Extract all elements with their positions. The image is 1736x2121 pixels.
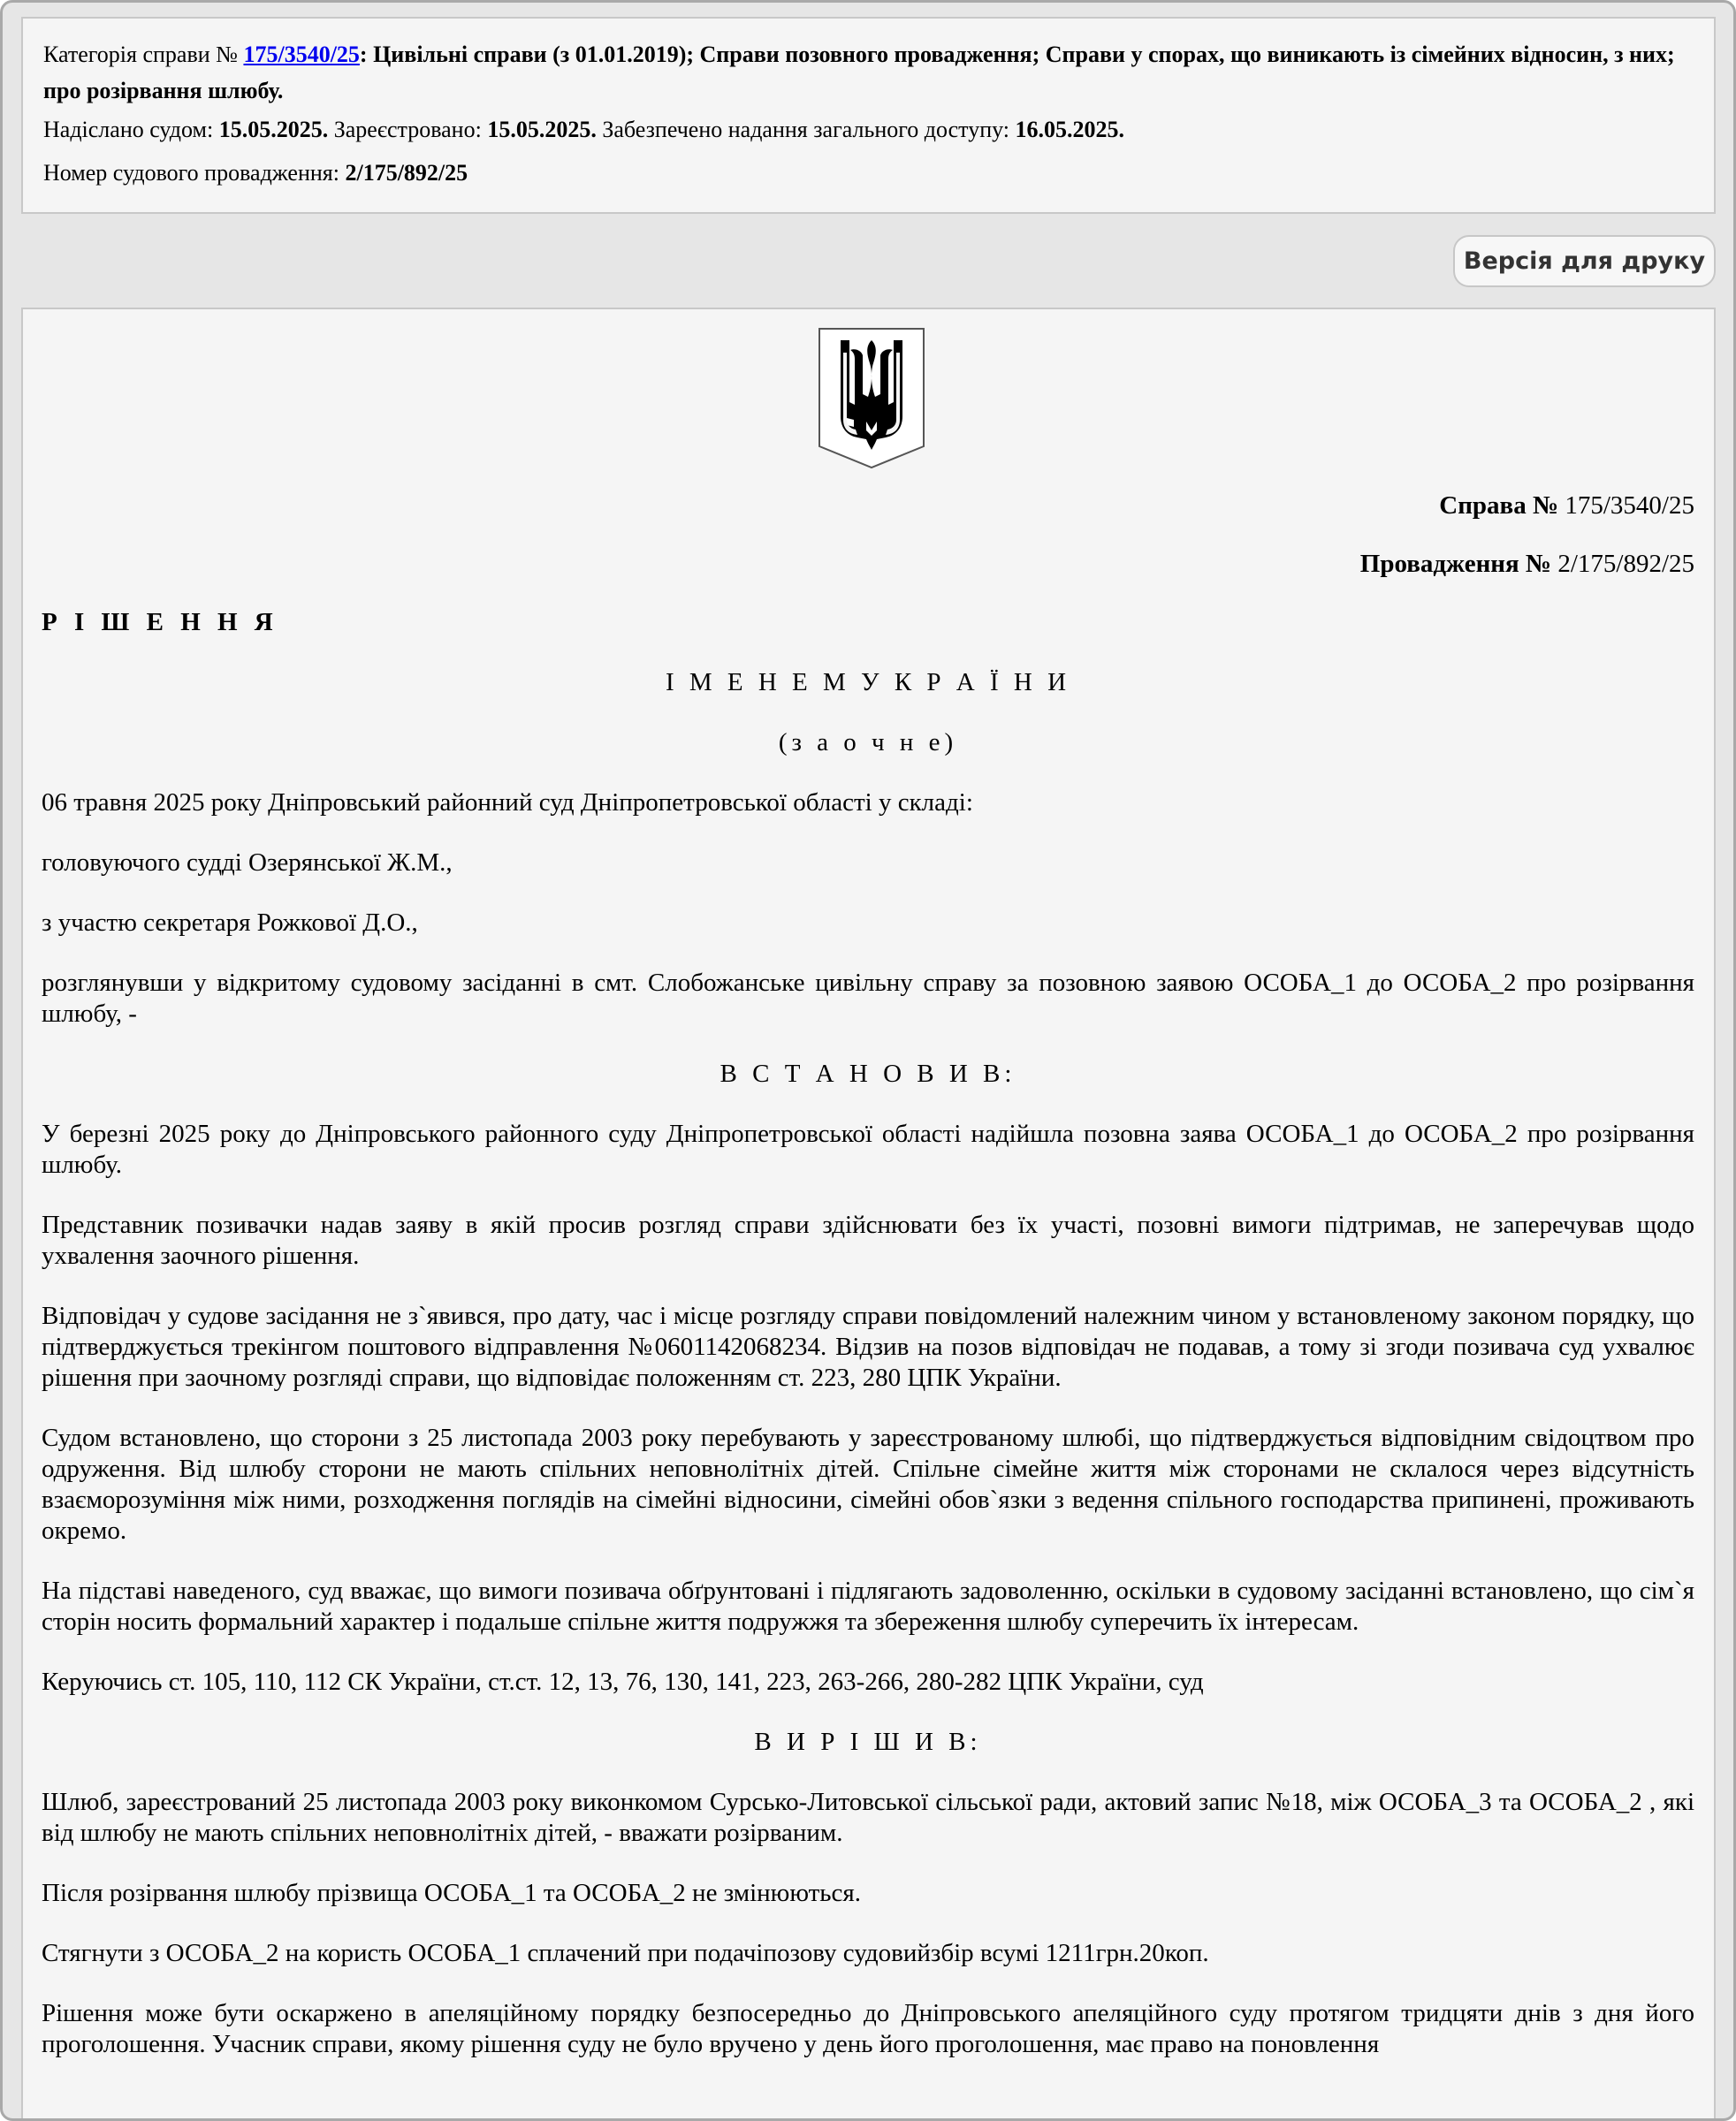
category-text: : Цивільні справи (з 01.01.2019); Справи позовного провадження; Справи у спорах, що виникають із сімейних відносин, з них; про розірвання шлюбу. [43, 42, 1675, 103]
established-heading: В С Т А Н О В И В: [720, 1060, 1016, 1088]
decided-paragraph: Шлюб, зареєстрований 25 листопада 2003 року виконкомом Сурсько-Литовської сільської ради, актовий запис №18, між ОСОБА_3 та ОСОБА_2 , які від шлюбу не мають спільних неповнолітніх дітей, - вважати розірваним. [42, 1788, 1694, 1847]
case-label: Справа № [1439, 491, 1559, 520]
decision-title: Р І Ш Е Н Н Я [42, 608, 278, 636]
decided-heading: В И Р І Ш И В: [754, 1728, 982, 1756]
secretary-paragraph: з участю секретаря Рожкової Д.О., [42, 908, 418, 937]
in-name-of-ukraine: І М Е Н Е М У К Р А Ї Н И [665, 668, 1071, 696]
category-label: Категорія справи № [43, 42, 238, 67]
registered-label: Зареєстровано: [333, 117, 482, 142]
proceeding-label: Номер судового провадження: [43, 160, 339, 186]
intro-paragraph: 06 травня 2025 року Дніпровський районний суд Дніпропетровської області у складі: [42, 788, 973, 817]
registered-date: 15.05.2025. [487, 117, 597, 142]
decided-paragraph: Рішення може бути оскаржено в апеляційному порядку безпосередньо до Дніпровського апеляційного суду протягом тридцяти днів з дня його проголошення. Учасник справи, якому рішення суду не було вручено у день його проголошення, має право на поновлення [42, 1999, 1694, 2058]
decided-paragraph: Стягнути з ОСОБА_2 на користь ОСОБА_1 сплачений при подачіпозову судовийзбір всумі 1211грн.20коп. [42, 1939, 1209, 1967]
established-paragraph: Представник позивачки надав заяву в якій просив розгляд справи здійснювати без їх участі, позовні вимоги підтримав, не заперечував щодо ухвалення заочного рішення. [42, 1211, 1694, 1270]
proceeding-number-row [43, 155, 1694, 191]
case-number-heading [42, 490, 1694, 521]
access-label: Забезпечено надання загального доступу: [602, 117, 1009, 142]
doc-proceeding-label: Провадження № [1359, 550, 1552, 578]
case-category [43, 36, 1694, 109]
sent-date: 15.05.2025. [218, 117, 329, 142]
print-version-button[interactable]: Версія для друку [1453, 235, 1716, 287]
decision-document [21, 308, 1716, 2121]
established-paragraph: Судом встановлено, що сторони з 25 листопада 2003 року перебувають у зареєстрованому шлюбі, що підтверджується відповідним свідоцтвом про одруження. Від шлюбу сторони не мають спільних неповнолітніх дітей. Спільне сімейне життя між сторонами не склалося через відсутність взаєморозуміння між ними, розходження поглядів на сімейні відносини, сімейні обов`язки з ведення спільного господарства припинені, проживають окремо. [42, 1424, 1694, 1545]
access-date: 16.05.2025. [1015, 117, 1124, 142]
established-paragraph: Керуючись ст. 105, 110, 112 СК України, ст.ст. 12, 13, 76, 130, 141, 223, 263-266, 280-282 ЦПК України, суд [42, 1668, 1204, 1696]
judge-paragraph: головуючого судді Озерянської Ж.М., [42, 848, 453, 877]
established-paragraph: Відповідач у судове засідання не з`явився, про дату, час і місце розгляду справи повідомлений належним чином у встановленому законом порядку, що підтверджується трекінгом поштового відправлення №0601142068234. Відзив на позов відповідач не подавав, а тому зі згоди позивача суд ухвалює рішення при заочному розгляді справи, що відповідає положенням ст. 223, 280 ЦПК України. [42, 1302, 1694, 1392]
doc-proceeding-number: 2/175/892/25 [1557, 550, 1694, 578]
considered-paragraph: розглянувши у відкритому судовому засіданні в смт. Слобожанське цивільну справу за позовною заявою ОСОБА_1 до ОСОБА_2 про розірвання шлюбу, - [42, 969, 1694, 1028]
absentia-label: (з а о ч н е) [778, 728, 958, 756]
established-paragraph: На підставі наведеного, суд вважає, що вимоги позивача обґрунтовані і підлягають задоволенню, оскільки в судовому засіданні встановлено, що сім`я сторін носить формальний характер і подальше спільне життя подружжя та збереження шлюбу суперечить їх інтересам. [42, 1577, 1694, 1636]
document-body [42, 490, 1694, 2089]
sent-label: Надіслано судом: [43, 117, 214, 142]
decided-paragraph: Після розірвання шлюбу прізвища ОСОБА_1 та ОСОБА_2 не змінюються. [42, 1879, 861, 1907]
proceeding-number: 2/175/892/25 [345, 160, 468, 186]
coat-of-arms-icon [817, 326, 926, 469]
case-dates [43, 111, 1694, 148]
established-paragraph: У березні 2025 року до Дніпровського районного суду Дніпропетровської області надійшла позовна заява ОСОБА_1 до ОСОБА_2 про розірвання шлюбу. [42, 1120, 1694, 1179]
case-meta-panel [21, 17, 1716, 214]
proceeding-heading [42, 549, 1694, 580]
case-number-link[interactable]: 175/3540/25 [243, 42, 360, 67]
case-number: 175/3540/25 [1565, 491, 1694, 520]
